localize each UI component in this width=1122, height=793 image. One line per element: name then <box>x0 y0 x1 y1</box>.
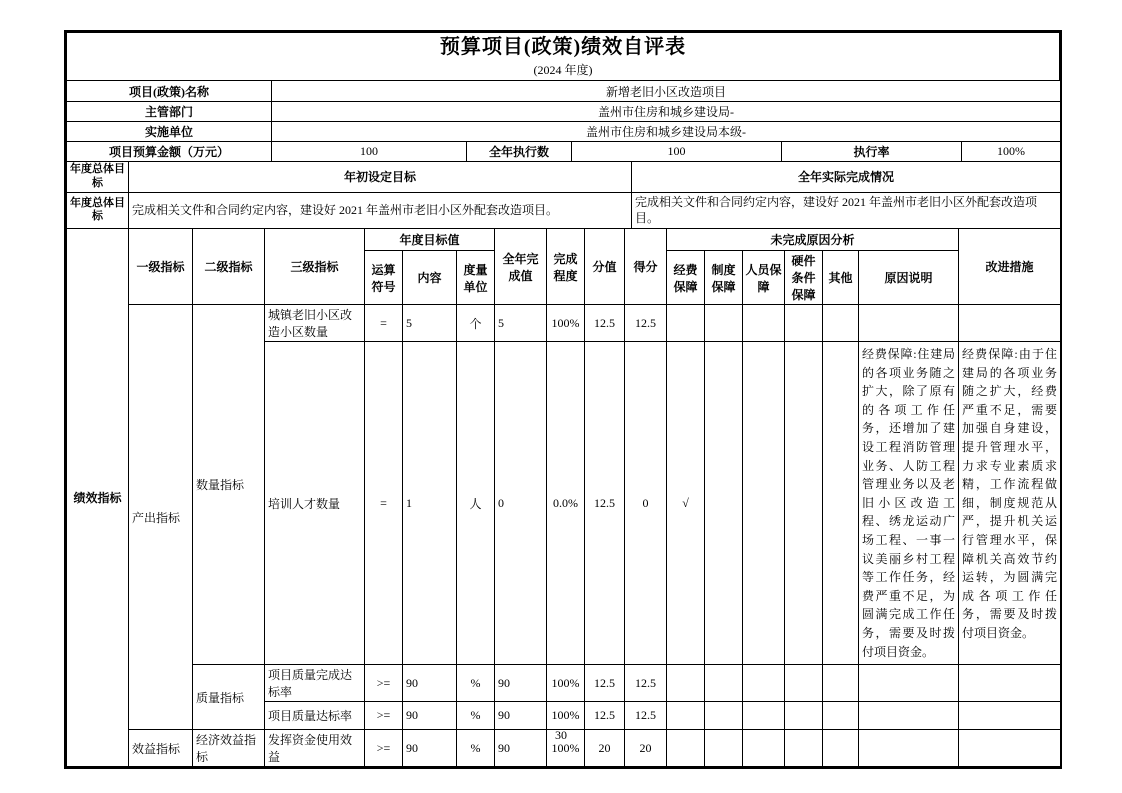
improve-cell: 经费保障:由于住建局的各项业务随之扩大，经费严重不足，需要加强自身建设，提升管理水平，力求专业素质求精，工作流程做细，制度规范从严，提升机关运行管理水平，保障机关高效节约运转，为圆满完成各项工作任务，需要及时拨付项目资金。 <box>959 342 1061 665</box>
other-cell <box>823 342 859 665</box>
hardware-cell <box>785 305 823 342</box>
header-level3: 三级指标 <box>265 229 365 305</box>
indicator-row <box>67 305 1061 342</box>
op-cell: >= <box>365 665 403 702</box>
content-cell: 90 <box>403 702 457 730</box>
unit-cell: 个 <box>457 305 495 342</box>
system-cell <box>705 702 743 730</box>
score-cell: 12.5 <box>585 305 625 342</box>
score-cell: 12.5 <box>585 702 625 730</box>
level2-cell: 数量指标 <box>193 305 265 665</box>
improve-cell <box>959 702 1061 730</box>
gained-cell: 12.5 <box>625 305 667 342</box>
score-cell: 12.5 <box>585 342 625 665</box>
personnel-cell <box>743 702 785 730</box>
page-subtitle: (2024 年度) <box>533 63 593 77</box>
completed-cell: 5 <box>495 305 547 342</box>
unit-cell: % <box>457 665 495 702</box>
other-cell <box>823 665 859 702</box>
content-cell: 1 <box>403 342 457 665</box>
degree-cell: 100% <box>547 702 585 730</box>
exec-label: 全年执行数 <box>467 142 572 162</box>
dept-label: 主管部门 <box>67 102 272 122</box>
table-row <box>67 102 1061 122</box>
degree-cell: 100% <box>547 730 585 767</box>
rate-value: 100% <box>962 142 1061 162</box>
header-degree: 完成程度 <box>547 229 585 305</box>
exec-value: 100 <box>572 142 782 162</box>
hardware-cell <box>785 702 823 730</box>
gained-cell: 12.5 <box>625 702 667 730</box>
unit-cell: 人 <box>457 342 495 665</box>
header-completed: 全年完成值 <box>495 229 547 305</box>
hardware-cell <box>785 665 823 702</box>
table-row <box>67 162 1061 193</box>
actual-goal-text: 完成相关文件和合同约定内容，建设好 2021 年盖州市老旧小区外配套改造项目。 <box>632 192 1061 229</box>
performance-section-label: 绩效指标 <box>67 229 129 767</box>
header-level1: 一级指标 <box>129 229 193 305</box>
completed-cell: 90 <box>495 665 547 702</box>
page-number: 30 <box>555 728 567 742</box>
unit-value: 盖州市住房和城乡建设局本级- <box>272 122 1061 142</box>
fund-cell <box>667 665 705 702</box>
reason-cell <box>859 305 959 342</box>
header-unit: 度量单位 <box>457 251 495 305</box>
title-cell <box>67 33 1060 81</box>
indicators-header-row-1 <box>67 229 1061 251</box>
header-improve: 改进措施 <box>959 229 1061 305</box>
annual-goal-label: 年度总体目标 <box>67 192 129 229</box>
degree-cell: 100% <box>547 665 585 702</box>
fund-checkmark-cell: √ <box>667 342 705 665</box>
self-evaluation-table <box>64 30 1062 769</box>
table-row <box>67 192 1061 229</box>
reason-cell: 经费保障:住建局的各项业务随之扩大，除了原有的各项工作任务，还增加了建设工程消防管理业务、人防工程管理业务以及老旧小区改造工程、绣龙运动广场工程、一事一议美丽乡村工程等工作任务，经费严重不足，为圆满完成工作任务，需要及时拨付项目资金。 <box>859 342 959 665</box>
header-personnel: 人员保障 <box>743 251 785 305</box>
header-gained: 得分 <box>625 229 667 305</box>
dept-value: 盖州市住房和城乡建设局- <box>272 102 1061 122</box>
fund-cell <box>667 305 705 342</box>
other-cell <box>823 305 859 342</box>
header-other: 其他 <box>823 251 859 305</box>
personnel-cell <box>743 342 785 665</box>
content-cell: 5 <box>403 305 457 342</box>
gained-cell: 0 <box>625 342 667 665</box>
table-row <box>67 81 1061 102</box>
planned-goal-header: 年初设定目标 <box>129 162 632 193</box>
header-op: 运算符号 <box>365 251 403 305</box>
actual-goal-header: 全年实际完成情况 <box>632 162 1061 193</box>
personnel-cell <box>743 305 785 342</box>
header-reason: 原因说明 <box>859 251 959 305</box>
project-name-label: 项目(政策)名称 <box>67 81 272 102</box>
op-cell: = <box>365 342 403 665</box>
planned-goal-text: 完成相关文件和合同约定内容，建设好 2021 年盖州市老旧小区外配套改造项目。 <box>129 192 632 229</box>
completed-cell: 0 <box>495 342 547 665</box>
table-row <box>67 142 1061 162</box>
rate-label: 执行率 <box>782 142 962 162</box>
other-cell <box>823 702 859 730</box>
op-cell: >= <box>365 702 403 730</box>
unit-cell: % <box>457 702 495 730</box>
annual-goal-label: 年度总体目标 <box>67 162 129 193</box>
level3-cell: 城镇老旧小区改造小区数量 <box>265 305 365 342</box>
header-fund: 经费保障 <box>667 251 705 305</box>
level2-cell: 经济效益指标 <box>193 730 265 767</box>
level3-cell: 培训人才数量 <box>265 342 365 665</box>
basic-info-table <box>66 80 1061 162</box>
level3-cell: 发挥资金使用效益 <box>265 730 365 767</box>
header-system: 制度保障 <box>705 251 743 305</box>
completed-cell: 90 <box>495 702 547 730</box>
annual-goal-table <box>66 161 1061 229</box>
score-cell: 20 <box>585 730 625 767</box>
gained-cell: 20 <box>625 730 667 767</box>
unit-cell: % <box>457 730 495 767</box>
header-score: 分值 <box>585 229 625 305</box>
gained-cell: 12.5 <box>625 665 667 702</box>
content-cell: 90 <box>403 665 457 702</box>
system-cell <box>705 665 743 702</box>
improve-cell <box>959 305 1061 342</box>
fund-cell <box>667 702 705 730</box>
header-hardware: 硬件条件保障 <box>785 251 823 305</box>
budget-label: 项目预算金额（万元） <box>67 142 272 162</box>
header-target-group: 年度目标值 <box>365 229 495 251</box>
hardware-cell <box>785 342 823 665</box>
completed-cell: 90 <box>495 730 547 767</box>
unit-label: 实施单位 <box>67 122 272 142</box>
improve-cell <box>959 665 1061 702</box>
op-cell: = <box>365 305 403 342</box>
project-name-value: 新增老旧小区改造项目 <box>272 81 1061 102</box>
reason-cell <box>859 665 959 702</box>
indicators-table <box>66 228 1061 767</box>
op-cell: >= <box>365 730 403 767</box>
score-cell: 12.5 <box>585 665 625 702</box>
level2-cell: 质量指标 <box>193 665 265 730</box>
level3-cell: 项目质量完成达标率 <box>265 665 365 702</box>
budget-value: 100 <box>272 142 467 162</box>
header-content: 内容 <box>403 251 457 305</box>
table-row <box>67 122 1061 142</box>
level1-cell: 产出指标 <box>129 305 193 730</box>
header-unfinished-group: 未完成原因分析 <box>667 229 959 251</box>
title-block <box>66 32 1060 81</box>
content-cell: 90 <box>403 730 457 767</box>
indicator-row <box>67 665 1061 702</box>
level1-cell: 效益指标 <box>129 730 193 767</box>
personnel-cell <box>743 665 785 702</box>
header-level2: 二级指标 <box>193 229 265 305</box>
degree-cell: 100% <box>547 305 585 342</box>
system-cell <box>705 342 743 665</box>
system-cell <box>705 305 743 342</box>
degree-cell: 0.0% <box>547 342 585 665</box>
reason-cell <box>859 702 959 730</box>
level3-cell: 项目质量达标率 <box>265 702 365 730</box>
page-title: 预算项目(政策)绩效自评表 <box>439 36 687 58</box>
